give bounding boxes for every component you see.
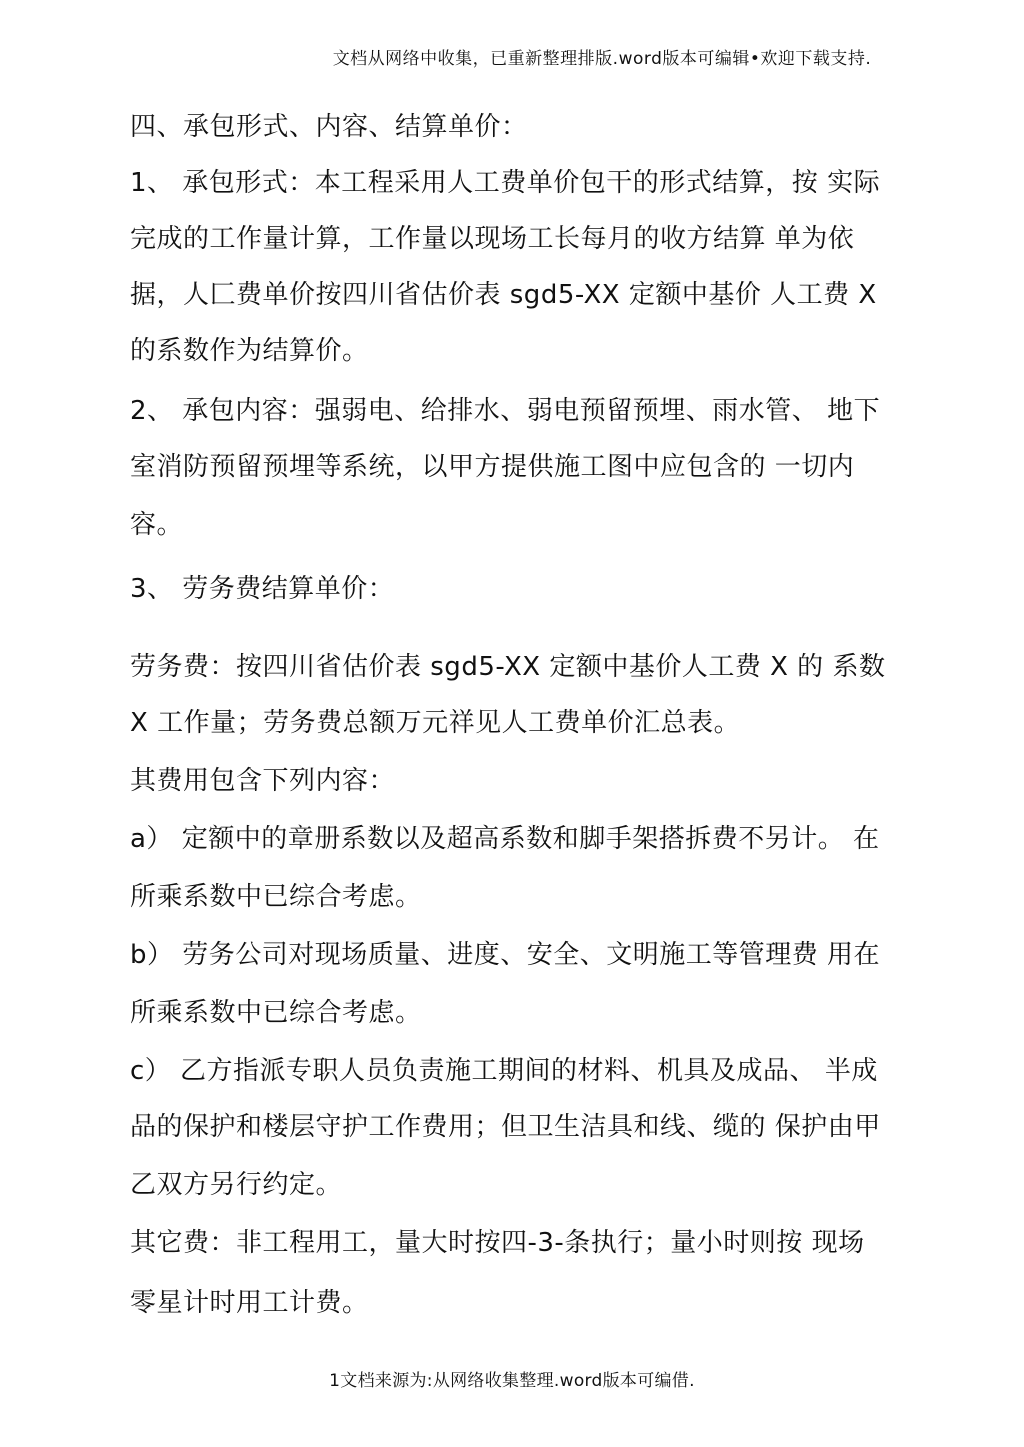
paragraph-line: 容。 [130, 510, 184, 540]
paragraph-line: 2、 承包内容：强弱电、给排水、弱电预留预埋、雨水管、 地下 [130, 396, 881, 426]
paragraph-line: 零星计时用工计费。 [130, 1288, 369, 1318]
list-item-a: a） 定额中的章册系数以及超高系数和脚手架搭拆费不另计。 在 [130, 824, 880, 854]
paragraph-line: 室消防预留预埋等系统，以甲方提供施工图中应包含的 一切内 [130, 452, 855, 482]
page-header-notice: 文档从网络中收集，已重新整理排版.word版本可编辑•欢迎下载支持. [332, 49, 872, 69]
paragraph-line: 所乘系数中已综合考虑。 [130, 998, 422, 1028]
paragraph-line: 品的保护和楼层守护工作费用；但卫生洁具和线、缆的 保护由甲 [130, 1112, 881, 1142]
paragraph-line: 其费用包含下列内容： [130, 766, 396, 796]
paragraph-line: 1、 承包形式：本工程采用人工费单价包干的形式结算，按 实际 [130, 168, 881, 198]
page-footer-source: 1文档来源为:从网络收集整理.word版本可编借. [329, 1371, 695, 1391]
list-item-c: c） 乙方指派专职人员负责施工期间的材料、机具及成品、 半成 [130, 1056, 878, 1086]
list-item-b: b） 劳务公司对现场质量、进度、安全、文明施工等管理费 用在 [130, 940, 881, 970]
paragraph-line: 劳务费：按四川省估价表 sgd5-XX 定额中基价人工费 X 的 系数 [130, 652, 886, 682]
paragraph-line: 据，人匚费单价按四川省估价表 sgd5-XX 定额中基价 人工费 X [130, 280, 877, 310]
paragraph-line: X 工作量；劳务费总额万元祥见人工费单价汇总表。 [130, 708, 741, 738]
paragraph-line: 的系数作为结算价。 [130, 336, 369, 366]
paragraph-line: 完成的工作量计算，工作量以现场工长每月的收方结算 单为依 [130, 224, 855, 254]
paragraph-line: 所乘系数中已综合考虑。 [130, 882, 422, 912]
paragraph-line: 乙双方另行约定。 [130, 1170, 343, 1200]
paragraph-line: 其它费：非工程用工，量大时按四-3-条执行；量小时则按 现场 [130, 1228, 865, 1258]
section-heading: 四、承包形式、内容、结算单价： [130, 112, 528, 142]
subsection-heading: 3、 劳务费结算单价： [130, 574, 395, 604]
